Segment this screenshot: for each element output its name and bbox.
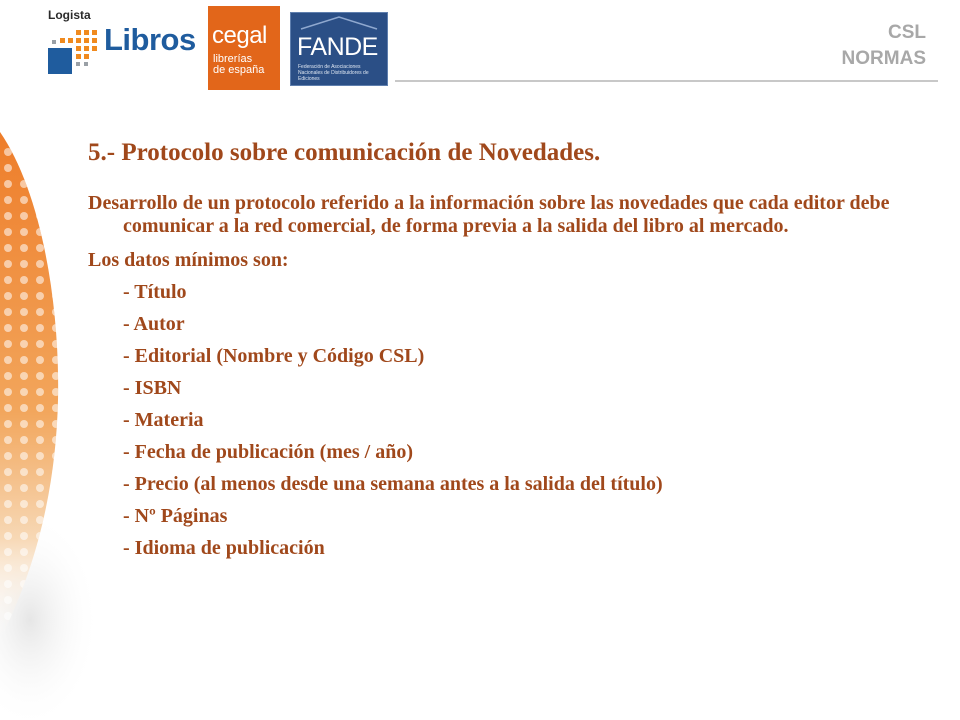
- cegal-wordmark: cegal: [212, 22, 267, 49]
- slide-title: 5.- Protocolo sobre comunicación de Novedades.: [88, 139, 601, 166]
- slide-content: [88, 138, 928, 568]
- list-item: - Fecha de publicación (mes / año): [123, 441, 413, 463]
- list-intro: Los datos mínimos son:: [88, 249, 289, 271]
- logista-label: Logista: [48, 8, 91, 22]
- list-item: - Nº Páginas: [123, 505, 228, 527]
- corner-tag: [842, 20, 926, 72]
- logo-cegal: [208, 6, 280, 90]
- header-divider: [395, 80, 938, 82]
- corner-tag-line: CSL: [888, 22, 926, 43]
- libros-wordmark: Libros: [104, 22, 196, 57]
- list-item: - Título: [123, 281, 187, 303]
- list-item: - Idioma de publicación: [123, 537, 325, 559]
- logo-fande: [290, 12, 388, 86]
- list-item: - Autor: [123, 313, 185, 335]
- list-item: - ISBN: [123, 377, 182, 399]
- logo-logista-libros: [46, 8, 204, 78]
- required-fields-list: [88, 280, 928, 560]
- intro-paragraph: Desarrollo de un protocolo referido a la información sobre las novedades que cada editor debe comunicar a la red comercial, de forma previa a la salida del libro al mercado.: [88, 192, 890, 237]
- corner-tag-line: NORMAS: [841, 48, 926, 69]
- list-item: - Precio (al menos desde una semana antes a la salida del título): [123, 473, 663, 495]
- logista-grid-icon: [46, 26, 100, 76]
- fande-subtitle: Federación de Asociaciones Nacionales de Distribuidores de Ediciones: [298, 64, 369, 82]
- fande-wordmark: FANDE: [297, 33, 378, 61]
- list-item: - Editorial (Nombre y Código CSL): [123, 345, 425, 367]
- cegal-subtitle: [213, 54, 264, 76]
- cegal-subtitle-line: de españa: [213, 64, 265, 76]
- cegal-subtitle-line: librerías: [213, 53, 253, 65]
- fande-roof-icon: [291, 13, 387, 33]
- list-item: - Materia: [123, 409, 204, 431]
